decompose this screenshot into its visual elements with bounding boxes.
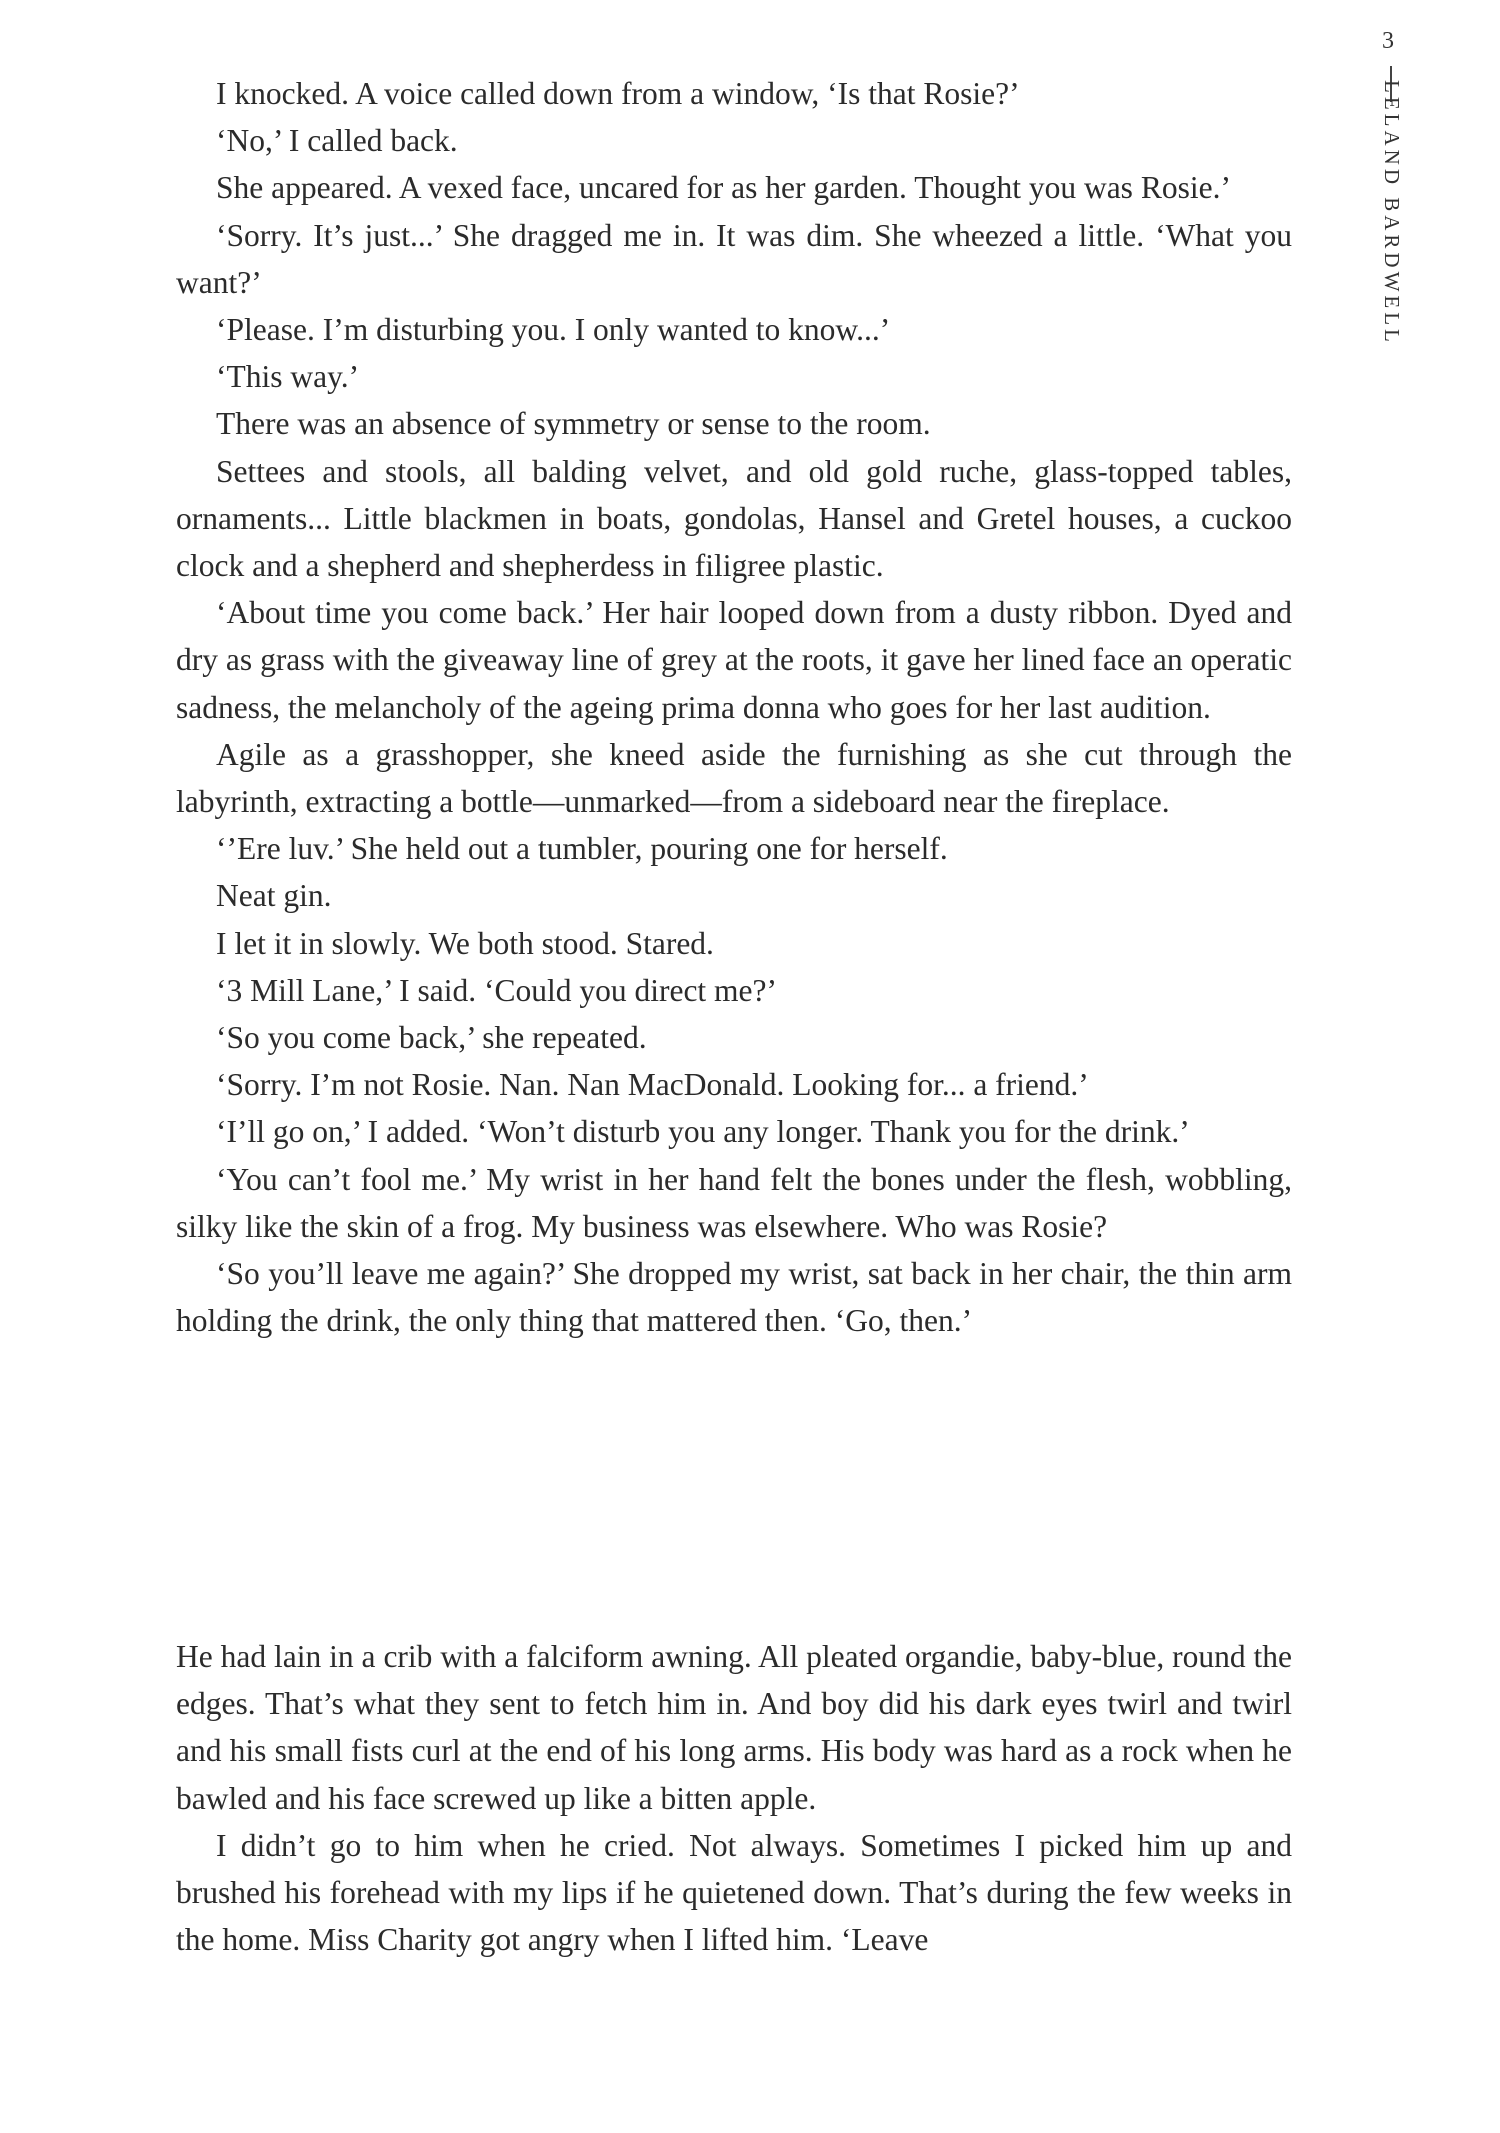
text-section-2 <box>176 1633 1292 1963</box>
paragraph: Neat gin. <box>216 878 332 914</box>
paragraph: I let it in slowly. We both stood. Stared. <box>216 925 714 961</box>
paragraph: Settees and stools, all balding velvet, and old gold ruche, glass-topped tables, ornaments... Little blackmen in boats, gondolas, Hansel and Gretel houses, a cuckoo clock and a shepherd and shepherdess in filigree plastic. <box>176 453 1292 584</box>
paragraph: ‘Please. I’m disturbing you. I only wanted to know...’ <box>216 312 891 348</box>
paragraph: ‘So you’ll leave me again?’ She dropped my wrist, sat back in her chair, the thin arm holding the drink, the only thing that mattered then. ‘Go, then.’ <box>176 1256 1292 1339</box>
paragraph: ‘Sorry. It’s just...’ She dragged me in. It was dim. She wheezed a little. ‘What you want?’ <box>176 217 1292 300</box>
paragraph: I didn’t go to him when he cried. Not always. Sometimes I picked him up and brushed his forehead with my lips if he quietened down. That’s during the few weeks in the home. Miss Charity got angry when I lifted him. ‘Leave <box>176 1827 1292 1958</box>
paragraph: ‘This way.’ <box>216 359 360 395</box>
paragraph: ‘No,’ I called back. <box>216 123 458 159</box>
paragraph: ‘Sorry. I’m not Rosie. Nan. Nan MacDonald. Looking for... a friend.’ <box>216 1067 1089 1103</box>
paragraph: I knocked. A voice called down from a window, ‘Is that Rosie?’ <box>216 76 1020 111</box>
paragraph: ‘About time you come back.’ Her hair looped down from a dusty ribbon. Dyed and dry as grass with the giveaway line of grey at the roots, it gave her lined face an operatic sadness, the melancholy of the ageing prima donna who goes for her last audition. <box>176 595 1292 725</box>
paragraph: ‘You can’t fool me.’ My wrist in her hand felt the bones under the flesh, wobbling, silky like the skin of a frog. My business was elsewhere. Who was Rosie? <box>176 1161 1292 1244</box>
paragraph: There was an absence of symmetry or sense to the room. <box>216 406 931 442</box>
paragraph: He had lain in a crib with a falciform awning. All pleated organdie, baby-blue, round the edges. That’s what they sent to fetch him in. And boy did his dark eyes twirl and twirl and his small fists curl at the end of his long arms. His body was hard as a rock when he bawled and his face screwed up like a bitten apple. <box>176 1639 1292 1816</box>
paragraph: Agile as a grasshopper, she kneed aside the furnishing as she cut through the labyrinth, extracting a bottle—unmarked—from a sideboard near the fireplace. <box>176 736 1292 820</box>
paragraph: ‘So you come back,’ she repeated. <box>216 1020 647 1056</box>
page-number: 3 <box>1382 28 1394 54</box>
running-head: LELAND BARDWELL <box>1380 80 1404 346</box>
text-section-1 <box>176 70 1292 1344</box>
paragraph: ‘3 Mill Lane,’ I said. ‘Could you direct me?’ <box>216 972 778 1008</box>
paragraph: She appeared. A vexed face, uncared for as her garden. Thought you was Rosie.’ <box>216 170 1231 206</box>
paragraph: ‘I’ll go on,’ I added. ‘Won’t disturb you any longer. Thank you for the drink.’ <box>216 1114 1190 1150</box>
paragraph: ‘’Ere luv.’ She held out a tumbler, pouring one for herself. <box>216 831 948 867</box>
